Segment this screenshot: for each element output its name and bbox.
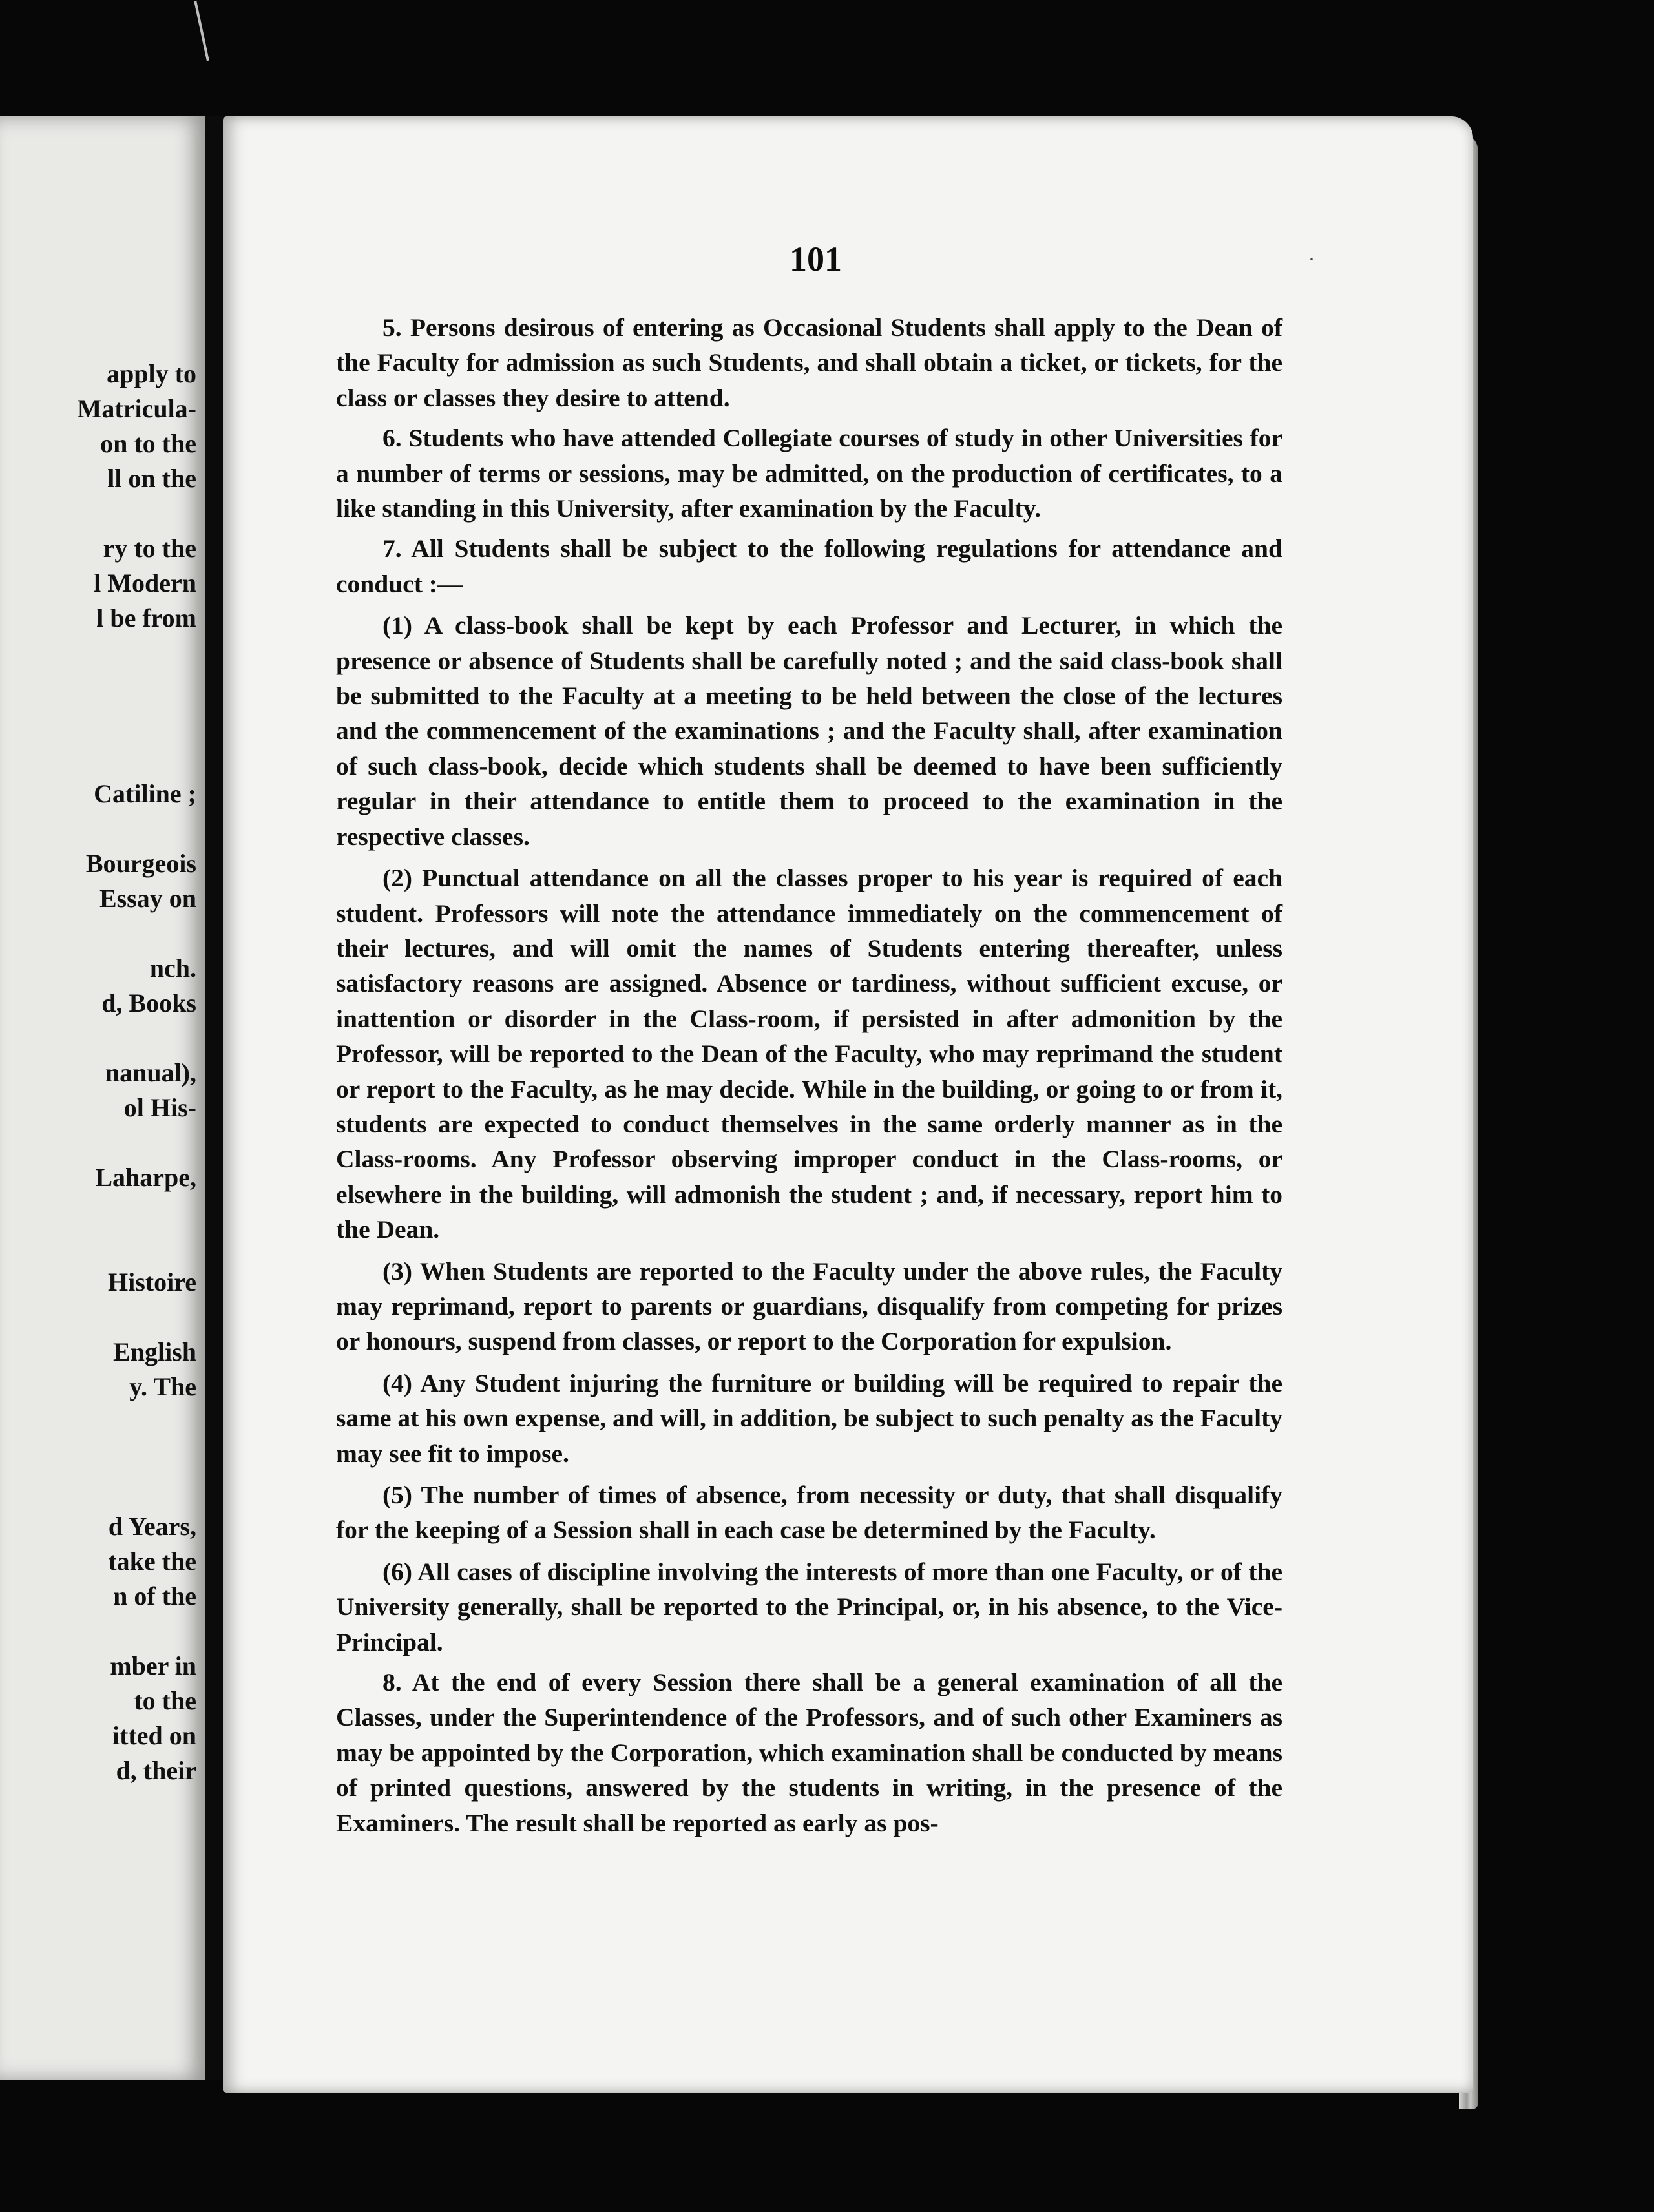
left-page-line: Histoire (107, 1268, 196, 1297)
margin-mark: · (1308, 249, 1315, 270)
left-page-line: apply to (107, 359, 196, 388)
left-page-line: d Years, (108, 1512, 196, 1541)
left-page-line: l Modern (94, 569, 196, 598)
left-page-line: n of the (113, 1581, 196, 1611)
left-page-line: Catiline ; (94, 779, 196, 808)
paragraph-7: 7. All Students shall be subject to the following regulations for attendance and conduct :— (336, 534, 1282, 598)
left-page-line: Matricula- (77, 394, 196, 423)
regulation-1: (1) A class-book shall be kept by each Professor and Lecturer, in which the presence or absence of Students shall be carefully noted ; and the said class-book shall be submitted to the Faculty at a meeting to be held between the close of the lectures and the commencement of the examinations ; and the Faculty shall, after examination of such class-book, decide which students shall be deemed to have been sufficiently regular in their attendance to entitle them to proceed to the examination in the respective classes. (336, 611, 1282, 851)
left-page-line: itted on (112, 1721, 196, 1750)
left-page-line: to the (134, 1686, 196, 1715)
left-page-line: d, their (116, 1756, 196, 1785)
regulation-4: (4) Any Student injuring the furniture or building will be required to repair the same at his own expense, and will, in addition, be subject to such penalty as the Faculty may see fit to impose. (336, 1368, 1282, 1468)
regulation-2: (2) Punctual attendance on all the classes proper to his year is required of each student. Professors will note the attendance immediately on the commencement of their lectures, and will omit the names of Students entering thereafter, unless satisfactory reasons are assigned. Absence or tardiness, without sufficient excuse, or inattention or disorder in the Class-room, if persisted in after admonition by the Professor, will be reported to the Dean of the Faculty, who may reprimand the student or report to the Faculty, as he may decide. While in the building, or going to or from it, students are expected to conduct themselves in the same orderly manner as in the Class-rooms. Any Professor observing improper conduct in the Class-rooms, or elsewhere in the building, will admonish the student ; and, if necessary, report him to the Dean. (336, 864, 1282, 1244)
left-page-line: y. The (129, 1372, 196, 1401)
book-gutter (205, 116, 225, 2080)
regulation-5: (5) The number of times of absence, from necessity or duty, that shall disqualify for the keeping of a Session shall in each case be determined by the Faculty. (336, 1481, 1282, 1545)
regulation-3: (3) When Students are reported to the Faculty under the above rules, the Faculty may reprimand, report to parents or guardians, disqualify from competing for prizes or honours, suspend from classes, or report to the Corporation for expulsion. (336, 1257, 1282, 1356)
left-page-line: nch. (149, 954, 196, 983)
left-page-line: d, Books (101, 988, 196, 1017)
left-page-line: l be from (96, 603, 196, 632)
left-page-line: English (113, 1337, 196, 1366)
left-page-line: Laharpe, (95, 1163, 196, 1192)
paragraph-5: 5. Persons desirous of entering as Occasional Students shall apply to the Dean of the Faculty for admission as such Students, and shall obtain a ticket, or tickets, for the class or classes they desire to attend. (336, 313, 1282, 412)
left-page-line: ol His- (123, 1093, 196, 1122)
left-page-line: nanual), (105, 1058, 196, 1087)
left-page-line: take the (108, 1547, 196, 1576)
left-page-line: mber in (110, 1651, 196, 1680)
left-page-line: Essay on (99, 884, 196, 913)
left-page-fragment (0, 116, 205, 2080)
left-page-line: ry to the (103, 534, 196, 563)
left-page-line: Bourgeois (85, 849, 196, 878)
paragraph-6: 6. Students who have attended Collegiate courses of study in other Universities for a number of terms or sessions, may be admitted, on the production of certificates, to a like standing in this University, after examination by the Faculty. (336, 424, 1282, 523)
left-page-line: on to the (100, 429, 196, 458)
paragraph-8: 8. At the end of every Session there shall be a general examination of all the Classes, under the Superintendence of the Professors, and of such other Examiners as may be appointed by the Corporation, which examination shall be conducted by means of printed questions, answered by the students in writing, in the presence of the Examiners. The result shall be reported as early as pos- (336, 1668, 1282, 1837)
page-number: 101 (790, 240, 842, 278)
left-page-line: ll on the (107, 464, 196, 493)
body-text (336, 310, 1282, 1841)
regulation-6: (6) All cases of discipline involving the interests of more than one Faculty, or of the University generally, shall be reported to the Principal, or, in his absence, to the Vice-Principal. (336, 1557, 1282, 1656)
